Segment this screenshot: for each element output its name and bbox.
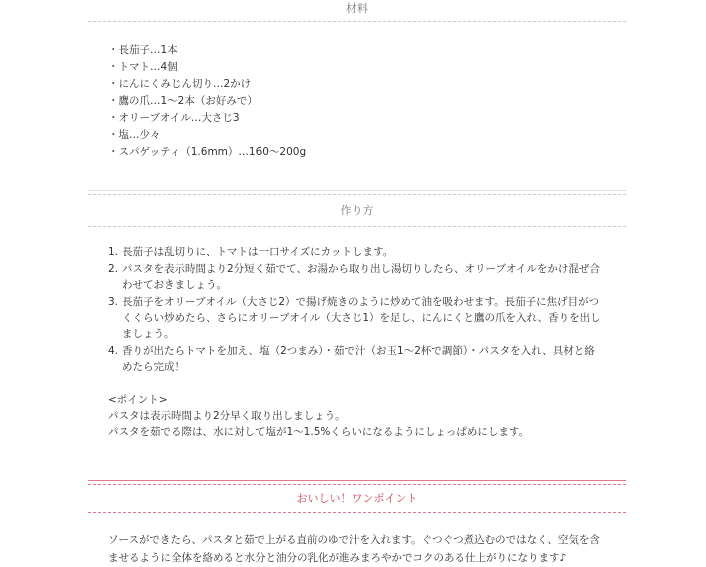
- step-text: パスタを表示時間より2分短く茹でて、お湯から取り出し湯切りしたら、オリーブオイルをかけ混ぜ合わせておきましょう。: [122, 263, 600, 291]
- divider-dashed-red: [88, 484, 626, 485]
- materials-list-container: [108, 42, 608, 161]
- method-steps-container: [108, 244, 603, 376]
- divider-dashed: [88, 226, 626, 227]
- ingredient-item: ・スパゲッティ（1.6mm）…160〜200g: [108, 146, 307, 158]
- step-text: 長茄子は乱切りに、トマトは一口サイズにカットします。: [122, 246, 394, 258]
- point-label: <ポイント>: [108, 394, 168, 406]
- materials-section: [88, 0, 626, 22]
- divider-dashed-red: [88, 512, 626, 513]
- ingredient-item: ・鷹の爪…1〜2本（お好みで）: [108, 95, 258, 107]
- ingredient-item: ・にんにくみじん切り…2かけ: [108, 78, 252, 90]
- onepoint-text-container: [108, 531, 603, 567]
- step-number: 3.: [108, 296, 119, 308]
- ingredient-item: ・長茄子…1本: [108, 44, 178, 56]
- steps-list: [108, 244, 603, 375]
- ingredient-item: ・塩…少々: [108, 129, 161, 141]
- onepoint-heading: おいしい！ワンポイント: [296, 492, 418, 505]
- divider-dashed: [88, 194, 626, 195]
- step-item: [108, 261, 603, 293]
- point-line: パスタは表示時間より2分早く取り出しましょう。: [108, 410, 346, 422]
- step-text: 長茄子をオリーブオイル（大さじ2）で揚げ焼きのように炒めて油を吸わせます。長茄子に焦げ目がつくくらい炒めたら、さらにオリーブオイル（大さじ1）を足し、にんにくと鷹の爪を入れ、香りを出しましょう。: [122, 296, 601, 340]
- point-line: パスタを茹でる際は、水に対して塩が1〜1.5%くらいになるようにしょっぱめにします。: [108, 426, 530, 438]
- step-number: 4.: [108, 345, 119, 357]
- ingredients-list: [108, 42, 608, 161]
- step-number: 2.: [108, 263, 119, 275]
- onepoint-text: ソースができたら、パスタと茹で上がる直前のゆで汁を入れます。ぐつぐつ煮込むのではなく、空気を含ませるように全体を絡めると水分と油分の乳化が進みまろやかでコクのある仕上がりになります♪: [108, 534, 600, 564]
- materials-heading-divider: [88, 21, 626, 22]
- ingredient-item: ・オリーブオイル…大さじ3: [108, 112, 240, 124]
- step-item: [108, 294, 603, 342]
- step-item: [108, 244, 603, 260]
- divider-dashed: [88, 21, 626, 22]
- method-heading: 作り方: [340, 204, 374, 217]
- onepoint-heading-block: [88, 480, 626, 513]
- materials-heading: 材料: [346, 2, 368, 15]
- step-text: 香りが出たらトマトを加え、塩（2つまみ）・茹で汁（お玉1〜2杯で調節）・パスタを入れ、具材と絡めたら完成！: [122, 345, 595, 373]
- step-item: [108, 343, 603, 375]
- point-block: [108, 392, 608, 440]
- method-heading-block: [88, 190, 626, 227]
- ingredient-item: ・トマト…4個: [108, 61, 178, 73]
- step-number: 1.: [108, 246, 119, 258]
